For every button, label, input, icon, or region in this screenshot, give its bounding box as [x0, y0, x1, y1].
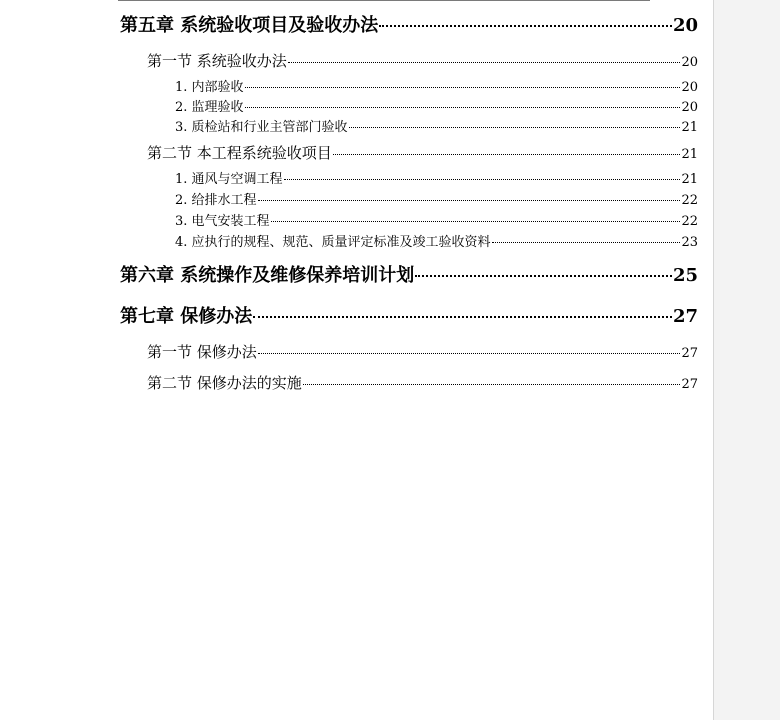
toc-entry-title: 2. 给排水工程 [175, 193, 257, 208]
toc-item[interactable] [175, 189, 698, 208]
toc-chapter-6[interactable] [120, 261, 698, 287]
toc-page-number: 22 [681, 193, 698, 208]
toc-chapter-5[interactable] [120, 11, 698, 37]
toc-page-number: 20 [681, 55, 698, 70]
toc-entry-title: 2. 监理验收 [175, 100, 244, 115]
toc-entry-title: 第七章 保修办法 [120, 306, 253, 327]
toc-section-7-1[interactable] [147, 341, 698, 362]
viewer-side-gutter [713, 0, 780, 720]
toc-entry-title: 第五章 系统验收项目及验收办法 [120, 15, 379, 36]
toc-page-number: 25 [672, 265, 698, 286]
toc-entry-title: 第二节 本工程系统验收项目 [147, 144, 332, 162]
toc-page-number: 20 [681, 100, 698, 115]
toc-section-7-2[interactable] [147, 372, 698, 393]
toc-item[interactable] [175, 210, 698, 229]
toc-leader-dots [288, 61, 681, 63]
toc-entry-title: 3. 质检站和行业主管部门验收 [175, 120, 348, 135]
toc-item[interactable] [175, 96, 698, 115]
toc-item[interactable] [175, 76, 698, 95]
toc-leader-dots [284, 178, 681, 180]
toc-page-number: 27 [672, 306, 698, 327]
toc-page-number: 21 [681, 120, 698, 135]
toc-leader-dots [349, 126, 681, 128]
toc-entry-title: 第一节 保修办法 [147, 343, 257, 361]
toc-page-number: 27 [681, 377, 698, 392]
header-rule [118, 0, 650, 1]
toc-leader-dots [271, 220, 681, 222]
toc-leader-dots [258, 199, 681, 201]
toc-page-number: 27 [681, 346, 698, 361]
toc-leader-dots [253, 315, 672, 318]
toc-page-number: 21 [681, 172, 698, 187]
toc-entry-title: 第二节 保修办法的实施 [147, 374, 302, 392]
toc-section-5-2[interactable] [147, 142, 698, 163]
toc-leader-dots [333, 153, 681, 155]
toc-item[interactable] [175, 231, 698, 250]
toc-page-number: 21 [681, 147, 698, 162]
toc-leader-dots [379, 24, 672, 27]
toc-entry-title: 第六章 系统操作及维修保养培训计划 [120, 265, 415, 286]
toc-entry-title: 3. 电气安装工程 [175, 214, 270, 229]
toc-leader-dots [245, 106, 681, 108]
toc-page-number: 20 [672, 15, 698, 36]
toc-section-5-1[interactable] [147, 50, 698, 71]
toc-leader-dots [415, 274, 672, 277]
toc-page-number: 20 [681, 80, 698, 95]
toc-leader-dots [492, 241, 681, 243]
toc-leader-dots [258, 352, 681, 354]
toc-entry-title: 4. 应执行的规程、规范、质量评定标准及竣工验收资料 [175, 235, 491, 250]
toc-entry-title: 1. 通风与空调工程 [175, 172, 283, 187]
toc-page-number: 23 [681, 235, 698, 250]
toc-leader-dots [303, 383, 681, 385]
toc-entry-title: 第一节 系统验收办法 [147, 52, 287, 70]
toc-entry-title: 1. 内部验收 [175, 80, 244, 95]
toc-page-number: 22 [681, 214, 698, 229]
toc-item[interactable] [175, 116, 698, 135]
toc-chapter-7[interactable] [120, 302, 698, 328]
toc-leader-dots [245, 86, 681, 88]
toc-item[interactable] [175, 168, 698, 187]
